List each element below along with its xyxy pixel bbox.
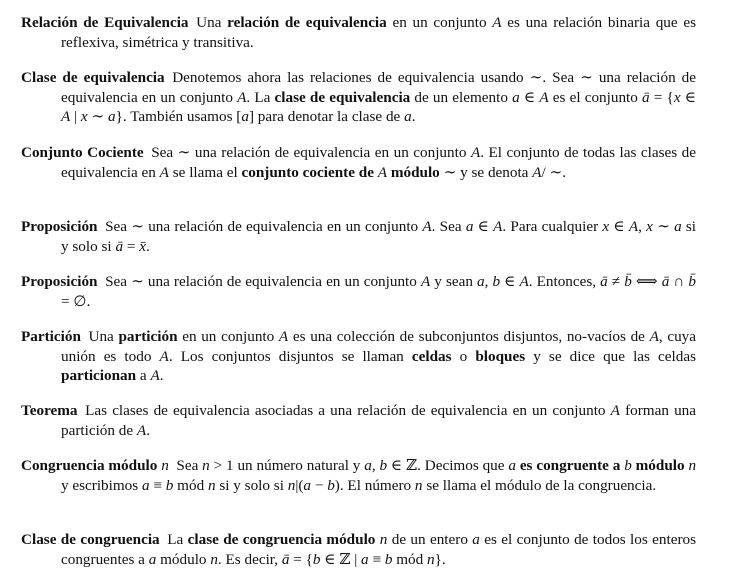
math-symbol: x	[646, 218, 653, 235]
math-symbol: a	[508, 457, 516, 474]
math-symbol: A	[492, 14, 502, 31]
body-text: ,	[371, 457, 380, 474]
theorem-classes-partition	[21, 401, 696, 440]
math-symbol: b	[384, 550, 393, 568]
entry-term: Congruencia módulo	[21, 457, 162, 474]
body-text: .	[145, 237, 150, 255]
body-text: a	[136, 367, 151, 384]
body-text: Sea ∼ una relación de equivalencia en un conjunto	[105, 273, 421, 290]
body-text: }.	[434, 550, 446, 568]
math-symbol: b̄	[688, 273, 697, 290]
body-text: ≠	[607, 273, 625, 290]
body-text: o	[451, 347, 476, 365]
body-text: .	[159, 367, 164, 384]
bold-term: conjunto cociente de	[241, 163, 378, 181]
body-text: ,	[638, 218, 647, 235]
math-symbol: A	[159, 347, 169, 365]
body-text: .	[146, 421, 150, 439]
bold-term: es congruente a	[515, 457, 621, 474]
body-text: si y solo si	[215, 476, 288, 494]
math-symbol: A	[420, 273, 431, 290]
body-text: en un conjunto	[386, 14, 493, 31]
math-symbol: b	[327, 476, 335, 494]
body-text: Sea ∼ una relación de equivalencia en un conjunto	[151, 144, 471, 161]
body-text: si y solo si	[61, 218, 697, 255]
math-symbol: a	[148, 550, 157, 568]
math-symbol: A	[422, 218, 432, 235]
body-text: ] para denotar la clase de	[248, 108, 405, 125]
math-symbol: A	[237, 88, 247, 106]
body-text: . Los conjuntos disjuntos se llaman	[168, 347, 412, 365]
body-text: ∈ ℤ |	[320, 550, 362, 568]
math-symbol: a	[364, 457, 372, 474]
math-symbol: A	[61, 108, 71, 125]
math-symbol: A	[519, 273, 529, 290]
body-text: . Sea	[431, 218, 466, 235]
math-symbol: n	[202, 457, 210, 474]
definition-congruence-modulo	[21, 456, 696, 495]
body-text: ∈	[500, 273, 520, 290]
body-text: ∈ ℤ. Decimos que	[387, 457, 509, 474]
body-text: }. También usamos [	[115, 108, 242, 125]
math-symbol: a	[108, 108, 116, 125]
math-symbol: a	[477, 273, 485, 290]
body-text: en un conjunto	[177, 328, 279, 345]
body-text: es el conjunto de todos los enteros congruentes a	[61, 531, 697, 568]
math-symbol: A	[628, 218, 639, 235]
math-symbol: b	[312, 550, 321, 568]
body-text: =	[123, 237, 140, 255]
math-symbol: n	[427, 550, 435, 568]
body-text: . Entonces,	[528, 273, 601, 290]
body-text: Sea ∼ una relación de equivalencia en un conjunto	[105, 218, 423, 235]
bold-term: relación de equivalencia	[227, 14, 387, 31]
math-symbol: A	[150, 367, 160, 384]
entry-term: Conjunto Cociente	[21, 144, 144, 161]
math-symbol: b	[379, 457, 388, 474]
body-text: > 1 un número natural y	[209, 457, 365, 474]
entry-term: Clase de equivalencia	[21, 69, 165, 86]
math-symbol: x	[80, 108, 88, 125]
body-text: es una colección de subconjuntos disjuntos, no-vacíos de	[288, 328, 650, 345]
entry-term: Proposición	[21, 273, 98, 290]
math-symbol: ā	[281, 550, 290, 568]
math-symbol: A	[377, 163, 388, 181]
math-symbol: n	[688, 457, 697, 474]
proposition-class-equality	[21, 217, 696, 256]
body-text: de un elemento	[410, 88, 513, 106]
body-text: = {	[289, 550, 313, 568]
math-symbol: a	[361, 550, 369, 568]
body-text: y se dice que las celdas	[525, 347, 697, 365]
math-symbol: a	[674, 218, 682, 235]
math-symbol: ā	[642, 88, 650, 106]
math-symbol: x	[673, 88, 681, 106]
body-text: ). El número	[334, 476, 415, 494]
body-text: se llama el	[168, 163, 242, 181]
body-text: .	[411, 108, 416, 125]
body-text: ≡	[149, 476, 166, 494]
math-symbol: A	[539, 88, 549, 106]
math-symbol: n	[287, 476, 296, 494]
math-symbol: a	[472, 531, 480, 548]
body-text: Una	[196, 14, 228, 31]
body-text: ∈	[473, 218, 494, 235]
body-text: Una	[88, 328, 119, 345]
math-symbol: A	[610, 402, 620, 419]
body-text: −	[311, 476, 328, 494]
math-symbol: A	[649, 328, 659, 345]
math-symbol: A	[136, 421, 147, 439]
math-symbol: b	[165, 476, 174, 494]
entry-term: Relación de Equivalencia	[21, 14, 189, 31]
math-symbol: A	[470, 144, 481, 161]
body-text: mód	[173, 476, 208, 494]
body-text: es el conjunto	[548, 88, 643, 106]
body-text: |(	[295, 476, 304, 494]
math-symbol: A	[532, 163, 542, 181]
body-text: ≡	[368, 550, 385, 568]
math-symbol: ā	[600, 273, 608, 290]
entry-term: Partición	[21, 328, 81, 345]
body-text: . Para cualquier	[502, 218, 603, 235]
body-text: ∩	[669, 273, 689, 290]
bold-term: clase de congruencia módulo	[187, 531, 376, 548]
math-symbol: n	[379, 531, 388, 548]
math-symbol: a	[142, 476, 150, 494]
body-text: y escribimos	[61, 476, 142, 494]
math-symbol: A	[278, 328, 289, 345]
definition-equivalence-class	[21, 68, 696, 127]
body-text: mód	[392, 550, 428, 568]
body-text: módulo	[156, 550, 211, 568]
math-symbol: a	[465, 218, 474, 235]
body-text: forman una partición de	[61, 402, 696, 439]
body-text: y sean	[430, 273, 478, 290]
math-symbol: a	[404, 108, 412, 125]
entry-term: Clase de congruencia	[21, 531, 160, 548]
math-symbol: n	[414, 476, 423, 494]
body-text: , cuya unión es todo	[61, 328, 697, 365]
body-text: . La	[246, 88, 275, 106]
definition-partition	[21, 327, 696, 386]
body-text: La	[167, 531, 188, 548]
math-symbol: a	[303, 476, 312, 494]
bold-term: particionan	[61, 367, 137, 384]
body-text: es una relación binaria que es reflexiva, simétrica y transitiva.	[61, 14, 696, 51]
body-text: ∈	[519, 88, 540, 106]
math-symbol: A	[159, 163, 169, 181]
body-text: . Es decir,	[217, 550, 282, 568]
bold-term: partición	[118, 328, 178, 345]
entry-term: Teorema	[21, 402, 78, 419]
math-symbol: x	[602, 218, 610, 235]
body-text: ∼ y se denota	[439, 163, 533, 181]
body-text: = {	[649, 88, 674, 106]
math-symbol: a	[241, 108, 249, 125]
bold-term: celdas	[411, 347, 452, 365]
math-symbol: x̄	[139, 237, 146, 255]
body-text: ∈	[609, 218, 629, 235]
body-text: se llama el módulo de la congruencia.	[422, 476, 657, 494]
bold-term: módulo	[387, 163, 440, 181]
body-text: |	[70, 108, 81, 125]
body-text: Las clases de equivalencia asociadas a una relación de equivalencia en un conjunto	[85, 402, 611, 419]
math-symbol: A	[493, 218, 503, 235]
body-text: Denotemos ahora las relaciones de equivalencia usando ∼. Sea ∼ una relación de equivalencia en un conjunto	[61, 69, 696, 106]
bold-term: bloques	[475, 347, 526, 365]
math-symbol: b	[492, 273, 501, 290]
body-text: / ∼.	[541, 163, 567, 181]
math-symbol: ā	[115, 237, 124, 255]
bold-term: módulo	[631, 457, 685, 474]
definition-quotient-set	[21, 143, 696, 182]
math-symbol: a	[512, 88, 520, 106]
math-symbol: b	[624, 457, 632, 474]
definition-congruence-class	[21, 530, 696, 569]
body-text: ∈	[680, 88, 696, 106]
proposition-disjoint-classes	[21, 272, 696, 311]
definition-equivalence-relation	[21, 13, 696, 52]
body-text: Sea	[176, 457, 203, 474]
body-text: ∼	[87, 108, 108, 125]
body-text: ,	[484, 273, 493, 290]
math-symbol: n	[207, 476, 216, 494]
bold-term: clase de equivalencia	[274, 88, 411, 106]
body-text: ∼	[652, 218, 675, 235]
math-symbol: n	[210, 550, 218, 568]
entry-term-math: n	[161, 457, 169, 474]
math-symbol: b̄	[624, 273, 632, 290]
body-text: de un entero	[387, 531, 473, 548]
entry-term: Proposición	[21, 218, 98, 235]
math-symbol: ā	[661, 273, 670, 290]
body-text: = ∅.	[61, 292, 91, 310]
body-text: . El conjunto de todas las clases de equivalencia en	[61, 144, 697, 181]
body-text: ⟺	[631, 273, 662, 290]
